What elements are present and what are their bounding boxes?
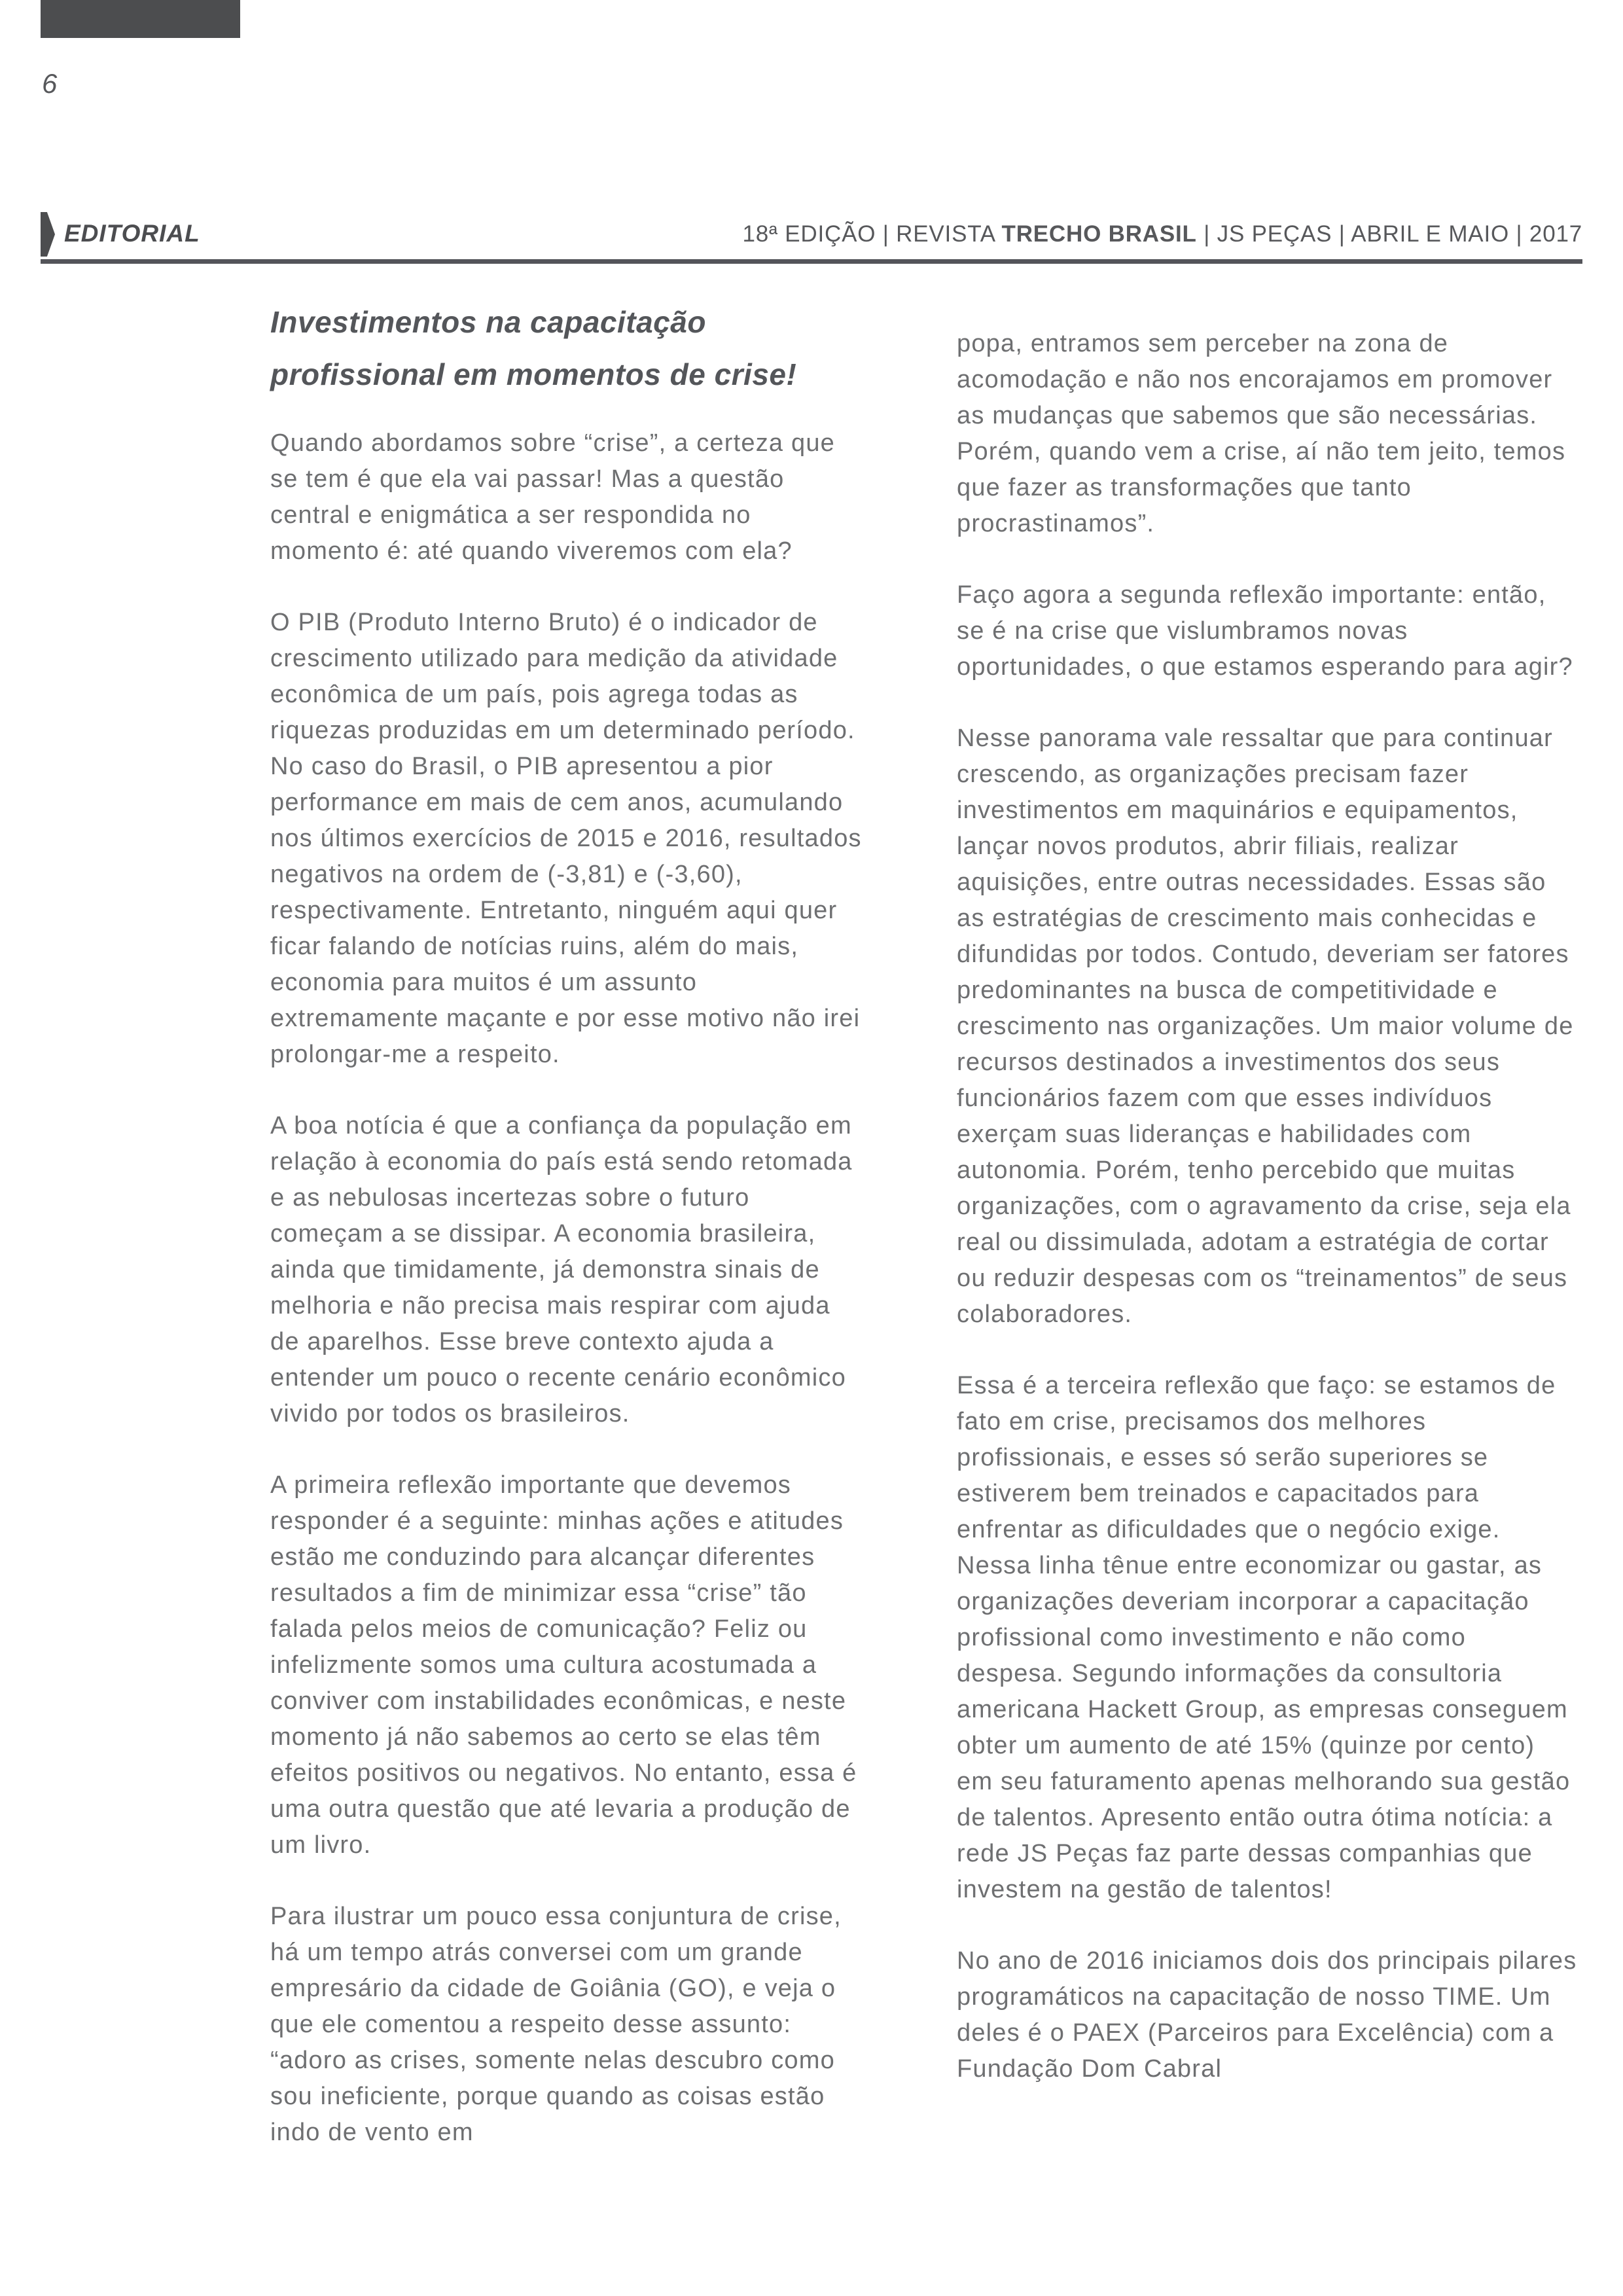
top-accent-bar	[41, 0, 240, 38]
page-header	[41, 211, 1582, 258]
masthead-issue-info: | JS PEÇAS | ABRIL E MAIO | 2017	[1196, 221, 1582, 247]
paragraph: Faço agora a segunda reflexão importante: então, se é na crise que vislumbramos novas oportunidades, o que estamos esperando para agir?	[957, 581, 1573, 681]
masthead-magazine-name: TRECHO BRASIL	[1001, 221, 1197, 247]
paragraph: Quando abordamos sobre “crise”, a certeza que se tem é que ela vai passar! Mas a questão central e enigmática a ser respondida no momento é: até quando viveremos com ela?	[270, 429, 835, 565]
article-title	[270, 296, 863, 401]
paragraph: popa, entramos sem perceber na zona de acomodação e não nos encorajamos em promover as mudanças que sabemos que são necessárias. Porém, quando vem a crise, aí não tem jeito, temos que fazer as transformações que tanto procrastinamos”.	[957, 330, 1566, 537]
paragraph: Nesse panorama vale ressaltar que para continuar crescendo, as organizações precisam fazer investimentos em maquinários e equipamentos, lançar novos produtos, abrir filiais, realizar aquisições, entre outras necessidades. Essas são as estratégias de crescimento mais conhecidas e difundidas por todos. Contudo, deveriam ser fatores predominantes na busca de competitividade e crescimento nas organizações. Um maior volume de recursos destinados a investimentos dos seus funcionários fazem com que esses indivíduos exerçam suas lideranças e habilidades com autonomia. Porém, tenho percebido que muitas organizações, com o agravamento da crise, seja ela real ou dissimulada, adotam a estratégia de cortar ou reduzir despesas com os “treinamentos” de seus colaboradores.	[957, 725, 1574, 1328]
paragraph: Para ilustrar um pouco essa conjuntura de crise, há um tempo atrás conversei com um grande empresário da cidade de Goiânia (GO), e veja o que ele comentou a respeito desse assunto: “adoro as crises, somente nelas descubro como sou ineficiente, porque quando as coisas estão indo de vento em	[270, 1903, 842, 2146]
section-flag-icon	[41, 212, 55, 257]
page-number: 6	[42, 68, 58, 99]
paragraph: Essa é a terceira reflexão que faço: se estamos de fato em crise, precisamos dos melhores profissionais, e esses só serão superiores se estiverem bem treinados e capacitados para enfrentar as dificuldades que o negócio exige. Nessa linha tênue entre economizar ou gastar, as organizações deveriam incorporar a capacitação profissional como investimento e não como despesa. Segundo informações da consultoria americana Hackett Group, as empresas conseguem obter um aumento de até 15% (quinze por cento) em seu faturamento apenas melhorando sua gestão de talentos. Apresento então outra ótima notícia: a rede JS Peças faz parte dessas companhias que investem na gestão de talentos!	[957, 1372, 1571, 1903]
article-title-line2: profissional em momentos de crise!	[270, 357, 797, 391]
paragraph: No ano de 2016 iniciamos dois dos principais pilares programáticos na capacitação de nosso TIME. Um deles é o PAEX (Parceiros para Excelência) com a Fundação Dom Cabral	[957, 1947, 1577, 2083]
paragraph: A boa notícia é que a confiança da população em relação à economia do país está sendo retomada e as nebulosas incertezas sobre o futuro começam a se dissipar. A economia brasileira, ainda que timidamente, já demonstra sinais de melhoria e não precisa mais respirar com ajuda de aparelhos. Esse breve contexto ajuda a entender um pouco o recente cenário econômico vivido por todos os brasileiros.	[270, 1112, 853, 1427]
paragraph: O PIB (Produto Interno Bruto) é o indicador de crescimento utilizado para medição da atividade econômica de um país, pois agrega todas as riquezas produzidas em um determinado período. No caso do Brasil, o PIB apresentou a pior performance em mais de cem anos, acumulando nos últimos exercícios de 2015 e 2016, resultados negativos na ordem de (-3,81) e (-3,60), respectivamente. Entretanto, ninguém aqui quer ficar falando de notícias ruins, além do mais, economia para muitos é um assunto extremamente maçante e por esse motivo não irei prolongar-me a respeito.	[270, 609, 862, 1068]
masthead-edition: 18ª EDIÇÃO | REVISTA	[742, 221, 1002, 247]
header-rule	[41, 259, 1582, 264]
article-title-line1: Investimentos na capacitação	[270, 305, 706, 339]
paragraph: A primeira reflexão importante que devemos responder é a seguinte: minhas ações e atitudes estão me conduzindo para alcançar diferentes resultados a fim de minimizar essa “crise” tão falada pelos meios de comunicação? Feliz ou infelizmente somos uma cultura acostumada a conviver com instabilidades econômicas, e neste momento já não sabemos ao certo se elas têm efeitos positivos ou negativos. No entanto, essa é uma outra questão que até levaria a produção de um livro.	[270, 1471, 857, 1859]
column-right	[957, 326, 1577, 2123]
column-left	[270, 296, 863, 2186]
section-title: EDITORIAL	[64, 220, 200, 247]
masthead	[742, 221, 1582, 247]
